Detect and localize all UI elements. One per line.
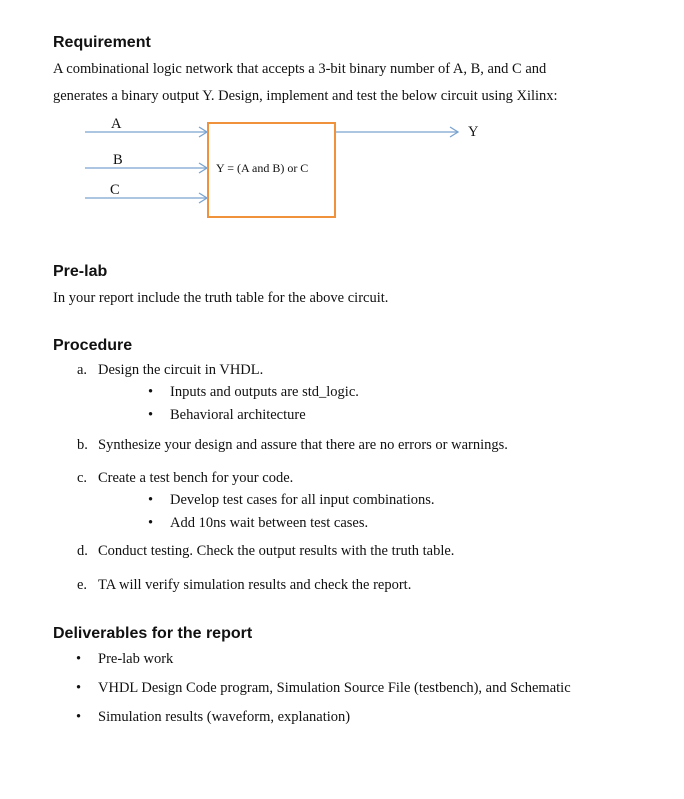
prelab-text: In your report include the truth table for the above circuit.	[53, 290, 389, 306]
step-bullet: • Behavioral architecture	[170, 407, 306, 424]
input-label-b: B	[113, 152, 123, 168]
deliverable-item: • VHDL Design Code program, Simulation Source File (testbench), and Schematic	[98, 680, 571, 697]
step-text: Create a test bench for your code.	[98, 470, 294, 486]
step-bullet: • Inputs and outputs are std_logic.	[170, 384, 359, 401]
requirement-heading: Requirement	[53, 34, 151, 51]
step-marker: d.	[77, 543, 88, 559]
step-text: Conduct testing. Check the output results with the truth table.	[98, 543, 455, 559]
circuit-diagram	[0, 0, 684, 240]
step-text: TA will verify simulation results and check the report.	[98, 577, 412, 593]
output-label-y: Y	[468, 124, 479, 140]
deliverables-heading: Deliverables for the report	[53, 625, 253, 642]
input-label-c: C	[110, 182, 120, 198]
step-marker: b.	[77, 437, 88, 453]
step-marker: e.	[77, 577, 88, 593]
step-bullet: • Add 10ns wait between test cases.	[170, 515, 368, 532]
deliverable-item: • Pre-lab work	[98, 651, 173, 668]
step-text: Synthesize your design and assure that there are no errors or warnings.	[98, 437, 508, 453]
prelab-heading: Pre-lab	[53, 263, 108, 280]
requirement-text-1: A combinational logic network that accepts a 3-bit binary number of A, B, and C and	[53, 61, 547, 77]
input-label-a: A	[111, 116, 122, 132]
procedure-heading: Procedure	[53, 337, 133, 354]
step-marker: a.	[77, 362, 88, 378]
deliverable-item: • Simulation results (waveform, explanation)	[98, 709, 350, 726]
step-text: Design the circuit in VHDL.	[98, 362, 264, 378]
requirement-text-2: generates a binary output Y. Design, implement and test the below circuit using Xilinx:	[53, 88, 558, 104]
step-marker: c.	[77, 470, 88, 486]
step-bullet: • Develop test cases for all input combinations.	[170, 492, 435, 509]
logic-expression: Y = (A and B) or C	[216, 161, 309, 175]
